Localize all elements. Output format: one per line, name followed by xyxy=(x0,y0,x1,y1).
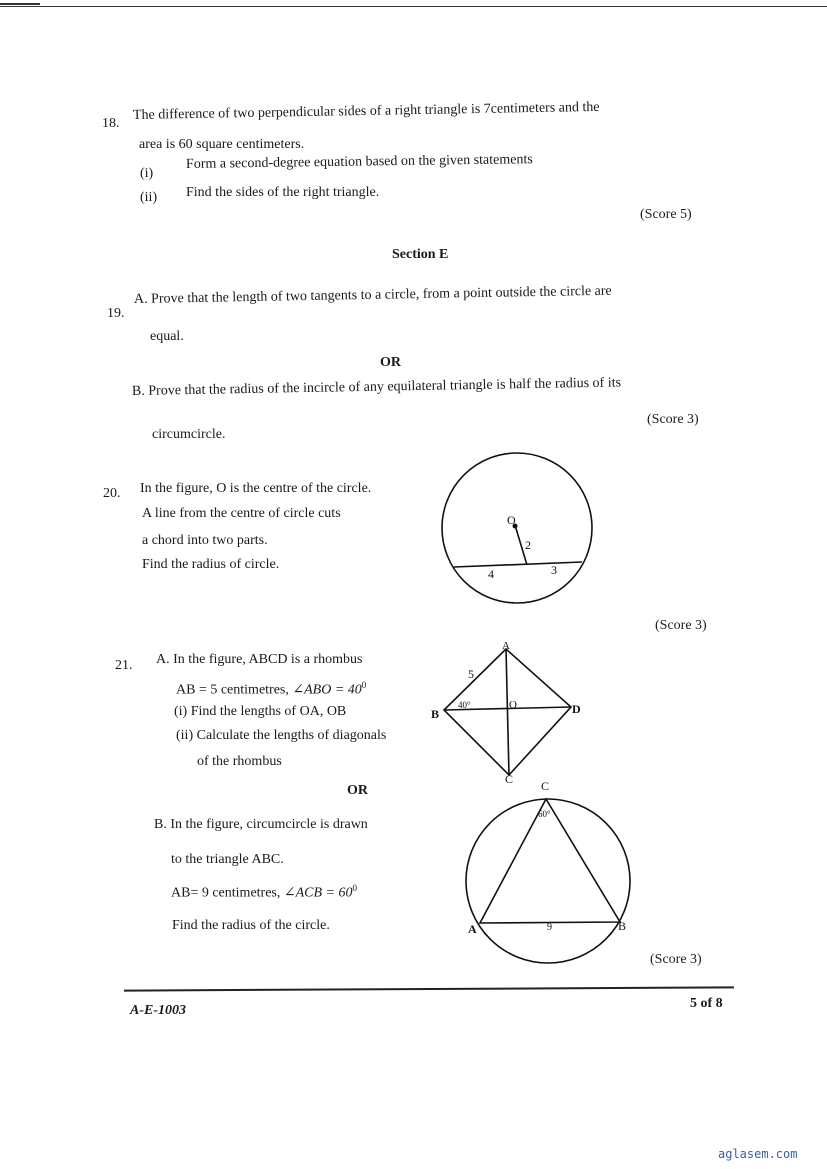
question-text: B. In the figure, circumcircle is drawn xyxy=(154,817,368,832)
chord-line xyxy=(454,562,582,567)
vertex-label-b: B xyxy=(618,919,627,933)
vertex-label-a: A xyxy=(502,640,510,652)
question-text: circumcircle. xyxy=(152,427,226,442)
question-text: Find the radius of the circle. xyxy=(172,918,330,933)
centre-label: O xyxy=(507,513,516,527)
question-number: 20. xyxy=(103,486,121,501)
section-heading: Section E xyxy=(392,247,449,262)
subpart-text: (ii) Calculate the lengths of diagonals xyxy=(176,728,387,743)
question-text: a chord into two parts. xyxy=(142,533,268,548)
question-number: 19. xyxy=(107,306,125,321)
question-text: B. Prove that the radius of the incircle of any equilateral triangle is half the radius of its xyxy=(131,375,622,399)
circle-outline xyxy=(442,453,592,603)
circle-outline xyxy=(466,799,630,963)
subpart-number: (i) xyxy=(140,166,154,181)
question-text: A. In the figure, ABCD is a rhombus xyxy=(156,652,363,667)
paper-code: A-E-1003 xyxy=(130,1003,186,1018)
question-text: Find the radius of circle. xyxy=(142,557,280,572)
vertex-label-c: C xyxy=(505,772,514,786)
question-text: to the triangle ABC. xyxy=(171,852,284,867)
footer-rule xyxy=(124,986,734,991)
question-text: area is 60 square centimeters. xyxy=(139,137,305,152)
question-text: In the figure, O is the centre of the circle. xyxy=(140,481,372,496)
or-label: OR xyxy=(380,355,401,370)
segment-label: 3 xyxy=(551,563,557,577)
side-label: 9 xyxy=(547,922,552,933)
centre-label: O xyxy=(509,699,517,711)
question-number: 18. xyxy=(102,116,120,131)
given-angle: ∠ACB = 60 xyxy=(283,885,353,901)
given-length: AB = 5 centimetres, xyxy=(176,682,289,698)
question-text: The difference of two perpendicular sides of a right triangle is 7centimeters and the xyxy=(132,99,600,123)
angle-label: 40° xyxy=(458,700,471,710)
score-label: (Score 5) xyxy=(640,207,692,222)
question-number: 21. xyxy=(115,658,133,673)
vertex-label-a: A xyxy=(468,922,477,936)
angle-label: 60° xyxy=(538,809,551,819)
degree-sup: 0 xyxy=(352,883,357,893)
subpart-number: (ii) xyxy=(140,190,158,205)
subpart-text: (i) Find the lengths of OA, OB xyxy=(174,704,347,719)
degree-sup: 0 xyxy=(361,680,367,690)
subpart-text: of the rhombus xyxy=(197,754,282,769)
rhombus-figure xyxy=(428,640,588,785)
distance-label: 2 xyxy=(525,538,531,552)
segment-label: 4 xyxy=(488,567,494,581)
question-text xyxy=(176,680,366,699)
score-label: (Score 3) xyxy=(647,412,699,427)
question-text: A line from the centre of circle cuts xyxy=(142,506,341,521)
score-label: (Score 3) xyxy=(650,952,702,967)
subpart-text: Form a second-degree equation based on the given statements xyxy=(185,152,533,172)
side-label: 5 xyxy=(468,667,474,681)
question-text xyxy=(171,883,357,902)
vertex-label-c: C xyxy=(541,779,550,793)
header-rule xyxy=(0,6,827,7)
scan-mark xyxy=(0,3,40,5)
subpart-text: Find the sides of the right triangle. xyxy=(186,185,380,200)
given-length: AB= 9 centimetres, xyxy=(171,885,281,901)
given-angle: ∠ABO = 40 xyxy=(292,682,362,698)
circumcircle-figure xyxy=(462,776,642,971)
score-label: (Score 3) xyxy=(655,618,707,633)
circle-chord-figure xyxy=(440,445,600,610)
vertex-label-d: D xyxy=(572,702,581,716)
watermark: aglasem.com xyxy=(718,1147,798,1161)
or-label: OR xyxy=(347,783,368,798)
question-text: equal. xyxy=(150,329,184,344)
page-number: 5 of 8 xyxy=(690,996,723,1011)
diagonal-ac xyxy=(506,649,509,775)
vertex-label-b: B xyxy=(431,707,440,721)
question-text: A. Prove that the length of two tangents to a circle, from a point outside the circle are xyxy=(133,283,612,307)
